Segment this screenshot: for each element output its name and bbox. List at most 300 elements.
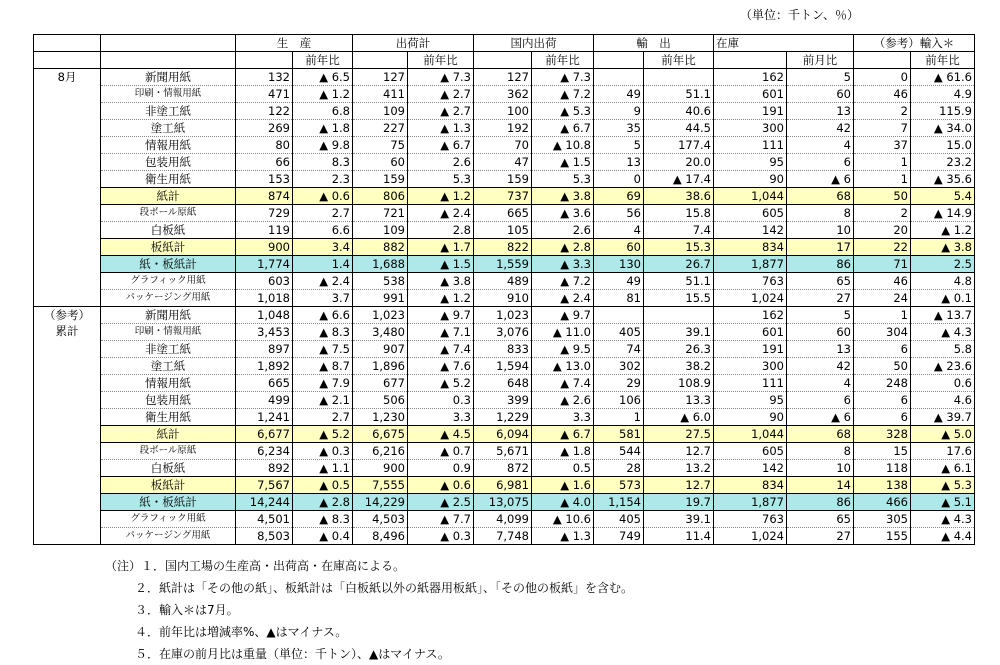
table-cell: 69 bbox=[594, 188, 644, 205]
table-cell: 51.1 bbox=[644, 273, 714, 290]
table-cell: ▲ 6.0 bbox=[644, 409, 714, 426]
row-label: グラフィック用紙 bbox=[101, 511, 236, 528]
table-cell: 6 bbox=[787, 154, 854, 171]
table-cell: 127 bbox=[474, 69, 532, 86]
table-cell: 95 bbox=[714, 392, 787, 409]
table-cell: 411 bbox=[353, 86, 408, 103]
row-label: 紙計 bbox=[101, 188, 236, 205]
table-cell: ▲ 1.8 bbox=[293, 120, 353, 137]
table-cell: 489 bbox=[474, 273, 532, 290]
table-cell: 14,229 bbox=[353, 494, 408, 511]
table-cell: ▲ 13.7 bbox=[911, 307, 975, 324]
table-cell: 665 bbox=[236, 375, 293, 392]
table-cell: 35 bbox=[594, 120, 644, 137]
table-cell: 248 bbox=[854, 375, 911, 392]
row-label: 白板紙 bbox=[101, 460, 236, 477]
table-cell: ▲ 8.7 bbox=[293, 358, 353, 375]
note-1: （注）１．国内工場の生産高・出荷高・在庫高による。 bbox=[105, 559, 406, 573]
table-cell: 13 bbox=[787, 341, 854, 358]
table-cell: 601 bbox=[714, 324, 787, 341]
table-cell: 900 bbox=[353, 460, 408, 477]
table-cell: ▲ 8.3 bbox=[293, 511, 353, 528]
table-cell: ▲ 13.0 bbox=[532, 358, 594, 375]
table-cell: ▲ 1.2 bbox=[408, 188, 474, 205]
table-cell: 1,241 bbox=[236, 409, 293, 426]
table-cell: 155 bbox=[854, 528, 911, 545]
table-cell: 14,244 bbox=[236, 494, 293, 511]
table-cell: 466 bbox=[854, 494, 911, 511]
table-cell: 159 bbox=[353, 171, 408, 188]
table-cell: 1,154 bbox=[594, 494, 644, 511]
table-cell: 15.8 bbox=[644, 205, 714, 222]
table-cell: ▲ 1.1 bbox=[293, 460, 353, 477]
table-cell: ▲ 1.5 bbox=[408, 256, 474, 273]
table-row bbox=[34, 273, 975, 290]
table-cell: 1 bbox=[854, 307, 911, 324]
row-label: 包装用紙 bbox=[101, 154, 236, 171]
table-cell: 26.3 bbox=[644, 341, 714, 358]
table-cell: 10 bbox=[787, 222, 854, 239]
table-cell: 834 bbox=[714, 477, 787, 494]
table-cell: 991 bbox=[353, 290, 408, 307]
table-cell: 1,594 bbox=[474, 358, 532, 375]
table-cell: ▲ 0.3 bbox=[408, 528, 474, 545]
table-cell: ▲ 5.2 bbox=[293, 426, 353, 443]
table-cell: 665 bbox=[474, 205, 532, 222]
table-cell: ▲ 3.3 bbox=[532, 256, 594, 273]
table-cell: 5 bbox=[787, 307, 854, 324]
table-cell: 44.5 bbox=[644, 120, 714, 137]
table-row bbox=[34, 205, 975, 222]
table-cell: 0.9 bbox=[408, 460, 474, 477]
table-cell: 3.3 bbox=[532, 409, 594, 426]
row-label: 段ボール原紙 bbox=[101, 443, 236, 460]
table-cell: ▲ 2.4 bbox=[293, 273, 353, 290]
table-cell bbox=[644, 307, 714, 324]
row-label: 塗工紙 bbox=[101, 358, 236, 375]
subheader: 前年比 bbox=[911, 52, 975, 69]
table-cell: 8.3 bbox=[293, 154, 353, 171]
table-cell: 1,018 bbox=[236, 290, 293, 307]
table-cell: 897 bbox=[236, 341, 293, 358]
table-row bbox=[34, 256, 975, 273]
table-cell: 81 bbox=[594, 290, 644, 307]
table-cell: 1,230 bbox=[353, 409, 408, 426]
table-cell: ▲ 5.1 bbox=[911, 494, 975, 511]
table-cell: 111 bbox=[714, 137, 787, 154]
table-cell: 106 bbox=[594, 392, 644, 409]
table-row bbox=[34, 358, 975, 375]
table-cell: 4,099 bbox=[474, 511, 532, 528]
table-cell: 86 bbox=[787, 256, 854, 273]
row-label: 包装用紙 bbox=[101, 392, 236, 409]
table-cell: 721 bbox=[353, 205, 408, 222]
table-cell: 5 bbox=[594, 137, 644, 154]
subheader: 前年比 bbox=[293, 52, 353, 69]
row-label: 非塗工紙 bbox=[101, 103, 236, 120]
table-cell: 159 bbox=[474, 171, 532, 188]
header-row-sub bbox=[34, 52, 975, 69]
table-cell: 13,075 bbox=[474, 494, 532, 511]
table-cell: 9 bbox=[594, 103, 644, 120]
section-label-line: 累計 bbox=[55, 324, 79, 338]
table-cell bbox=[594, 307, 644, 324]
table-cell: 302 bbox=[594, 358, 644, 375]
header-export: 輸 出 bbox=[594, 35, 714, 52]
table-cell: 66 bbox=[236, 154, 293, 171]
table-cell: 806 bbox=[353, 188, 408, 205]
table-cell: 834 bbox=[714, 239, 787, 256]
table-cell: 6.8 bbox=[293, 103, 353, 120]
table-cell: 1 bbox=[594, 409, 644, 426]
table-cell: 5,671 bbox=[474, 443, 532, 460]
table-cell: ▲ 6 bbox=[787, 409, 854, 426]
table-cell: 6 bbox=[854, 409, 911, 426]
table-cell: 42 bbox=[787, 120, 854, 137]
table-cell: 6,981 bbox=[474, 477, 532, 494]
statistics-table bbox=[33, 34, 975, 545]
table-cell: 677 bbox=[353, 375, 408, 392]
table-row bbox=[34, 103, 975, 120]
table-cell: 1,023 bbox=[353, 307, 408, 324]
table-cell: 68 bbox=[787, 188, 854, 205]
table-cell: ▲ 7.1 bbox=[408, 324, 474, 341]
table-cell: 1,229 bbox=[474, 409, 532, 426]
table-cell: 0 bbox=[594, 171, 644, 188]
table-cell: ▲ 6 bbox=[787, 171, 854, 188]
header-production: 生 産 bbox=[236, 35, 353, 52]
table-cell: 111 bbox=[714, 375, 787, 392]
table-cell: 19.7 bbox=[644, 494, 714, 511]
header-shipments: 出荷計 bbox=[353, 35, 474, 52]
table-row bbox=[34, 324, 975, 341]
table-cell: 6.6 bbox=[293, 222, 353, 239]
table-cell: 1,896 bbox=[353, 358, 408, 375]
table-cell: 191 bbox=[714, 341, 787, 358]
table-cell: 162 bbox=[714, 307, 787, 324]
table-cell: ▲ 5.0 bbox=[911, 426, 975, 443]
table-cell: ▲ 3.8 bbox=[911, 239, 975, 256]
section-label-line: （参考） bbox=[44, 308, 90, 322]
table-cell: 581 bbox=[594, 426, 644, 443]
table-cell: ▲ 2.7 bbox=[408, 86, 474, 103]
table-cell: ▲ 34.0 bbox=[911, 120, 975, 137]
table-cell: 27 bbox=[787, 528, 854, 545]
table-row bbox=[34, 171, 975, 188]
table-cell: ▲ 7.9 bbox=[293, 375, 353, 392]
table-cell: ▲ 1.7 bbox=[408, 239, 474, 256]
table-row bbox=[34, 409, 975, 426]
table-cell: 603 bbox=[236, 273, 293, 290]
row-label: 衛生用紙 bbox=[101, 409, 236, 426]
row-label: 白板紙 bbox=[101, 222, 236, 239]
header-import: （参考）輸入＊ bbox=[854, 35, 975, 52]
table-cell: ▲ 2.8 bbox=[532, 239, 594, 256]
table-cell: 50 bbox=[854, 188, 911, 205]
table-cell: 6,234 bbox=[236, 443, 293, 460]
table-cell: 191 bbox=[714, 103, 787, 120]
subheader bbox=[594, 52, 644, 69]
row-label: 非塗工紙 bbox=[101, 341, 236, 358]
row-label: 情報用紙 bbox=[101, 137, 236, 154]
row-label: 新聞用紙 bbox=[101, 69, 236, 86]
row-label: グラフィック用紙 bbox=[101, 273, 236, 290]
table-cell: 60 bbox=[787, 86, 854, 103]
table-cell: 138 bbox=[854, 477, 911, 494]
subheader bbox=[353, 52, 408, 69]
table-cell: 538 bbox=[353, 273, 408, 290]
table-cell: ▲ 9.7 bbox=[532, 307, 594, 324]
table-cell: ▲ 7.2 bbox=[532, 86, 594, 103]
subheader bbox=[236, 52, 293, 69]
table-cell: ▲ 17.4 bbox=[644, 171, 714, 188]
table-cell: 38.2 bbox=[644, 358, 714, 375]
table-cell: 1 bbox=[854, 154, 911, 171]
row-label: 段ボール原紙 bbox=[101, 205, 236, 222]
table-cell: 27.5 bbox=[644, 426, 714, 443]
table-cell: 6,675 bbox=[353, 426, 408, 443]
table-cell: 23.2 bbox=[911, 154, 975, 171]
table-cell: ▲ 7.4 bbox=[408, 341, 474, 358]
table-cell: 605 bbox=[714, 205, 787, 222]
table-cell: 109 bbox=[353, 103, 408, 120]
table-cell: ▲ 6.5 bbox=[293, 69, 353, 86]
table-row bbox=[34, 154, 975, 171]
subheader: 前年比 bbox=[532, 52, 594, 69]
table-cell: ▲ 4.4 bbox=[911, 528, 975, 545]
table-cell: 3,480 bbox=[353, 324, 408, 341]
table-row bbox=[34, 307, 975, 324]
table-cell: 1,559 bbox=[474, 256, 532, 273]
table-cell: 20.0 bbox=[644, 154, 714, 171]
table-cell: 4 bbox=[787, 375, 854, 392]
table-cell: 122 bbox=[236, 103, 293, 120]
table-cell: ▲ 0.5 bbox=[293, 477, 353, 494]
table-cell bbox=[594, 69, 644, 86]
table-cell: 39.1 bbox=[644, 511, 714, 528]
table-cell: 26.7 bbox=[644, 256, 714, 273]
table-cell: ▲ 1.6 bbox=[532, 477, 594, 494]
table-cell: 56 bbox=[594, 205, 644, 222]
header-item-2 bbox=[101, 52, 236, 69]
table-cell: 13 bbox=[787, 103, 854, 120]
table-cell: 17.6 bbox=[911, 443, 975, 460]
subheader bbox=[854, 52, 911, 69]
table-cell: ▲ 2.8 bbox=[293, 494, 353, 511]
table-cell: ▲ 4.3 bbox=[911, 324, 975, 341]
table-cell: ▲ 10.8 bbox=[532, 137, 594, 154]
subheader: 前月比 bbox=[787, 52, 854, 69]
section-label bbox=[34, 307, 101, 545]
table-cell: ▲ 10.6 bbox=[532, 511, 594, 528]
table-cell: ▲ 5.2 bbox=[408, 375, 474, 392]
section-label bbox=[34, 69, 101, 307]
table-cell: ▲ 0.3 bbox=[293, 443, 353, 460]
table-cell: 227 bbox=[353, 120, 408, 137]
row-label: 塗工紙 bbox=[101, 120, 236, 137]
table-cell: 6 bbox=[854, 392, 911, 409]
table-cell: ▲ 4.3 bbox=[911, 511, 975, 528]
table-cell: 65 bbox=[787, 511, 854, 528]
table-cell: 68 bbox=[787, 426, 854, 443]
note-5: ５．在庫の前月比は重量（単位：千トン）、▲はマイナス。 bbox=[135, 647, 450, 661]
table-cell: 109 bbox=[353, 222, 408, 239]
table-cell: 2 bbox=[854, 205, 911, 222]
table-cell: 47 bbox=[474, 154, 532, 171]
table-cell: ▲ 3.8 bbox=[532, 188, 594, 205]
table-cell: 892 bbox=[236, 460, 293, 477]
table-cell: 38.6 bbox=[644, 188, 714, 205]
row-label: 衛生用紙 bbox=[101, 171, 236, 188]
table-cell: 29 bbox=[594, 375, 644, 392]
table-cell: ▲ 4.0 bbox=[532, 494, 594, 511]
table-cell: 3.7 bbox=[293, 290, 353, 307]
table-cell: 118 bbox=[854, 460, 911, 477]
header-row-groups bbox=[34, 35, 975, 52]
table-cell: 1,024 bbox=[714, 528, 787, 545]
table-cell: ▲ 2.4 bbox=[532, 290, 594, 307]
subheader bbox=[474, 52, 532, 69]
table-cell: 27 bbox=[787, 290, 854, 307]
table-cell: ▲ 2.6 bbox=[532, 392, 594, 409]
header-corner-2 bbox=[34, 52, 101, 69]
table-cell: 2.5 bbox=[911, 256, 975, 273]
table-cell: ▲ 35.6 bbox=[911, 171, 975, 188]
table-row bbox=[34, 460, 975, 477]
table-cell: 2.7 bbox=[293, 205, 353, 222]
table-row bbox=[34, 137, 975, 154]
table-cell: 1,892 bbox=[236, 358, 293, 375]
table-cell: 46 bbox=[854, 86, 911, 103]
table-cell: ▲ 7.2 bbox=[532, 273, 594, 290]
table-cell: 0.5 bbox=[532, 460, 594, 477]
table-cell: 12.7 bbox=[644, 443, 714, 460]
table-cell: 108.9 bbox=[644, 375, 714, 392]
table-cell: 46 bbox=[854, 273, 911, 290]
table-cell: 471 bbox=[236, 86, 293, 103]
table-row bbox=[34, 239, 975, 256]
table-cell: 763 bbox=[714, 273, 787, 290]
table-cell: ▲ 7.4 bbox=[532, 375, 594, 392]
table-cell: 15 bbox=[854, 443, 911, 460]
table-cell: ▲ 6.6 bbox=[293, 307, 353, 324]
table-cell: 1,688 bbox=[353, 256, 408, 273]
table-cell: 7,748 bbox=[474, 528, 532, 545]
table-cell: 7,555 bbox=[353, 477, 408, 494]
table-cell: 1,877 bbox=[714, 494, 787, 511]
row-label: 板紙計 bbox=[101, 477, 236, 494]
table-cell: 127 bbox=[353, 69, 408, 86]
table-row bbox=[34, 222, 975, 239]
table-cell: 269 bbox=[236, 120, 293, 137]
table-cell: 8,496 bbox=[353, 528, 408, 545]
table-cell: 5.3 bbox=[408, 171, 474, 188]
table-cell: 4.8 bbox=[911, 273, 975, 290]
table-cell: 42 bbox=[787, 358, 854, 375]
unit-label: （単位：千トン、％） bbox=[740, 8, 860, 22]
table-cell: 4.6 bbox=[911, 392, 975, 409]
table-cell: 40.6 bbox=[644, 103, 714, 120]
note-3: ３．輸入＊は7月。 bbox=[135, 603, 239, 617]
table-cell: ▲ 23.6 bbox=[911, 358, 975, 375]
table-cell: 833 bbox=[474, 341, 532, 358]
row-label: 紙・板紙計 bbox=[101, 494, 236, 511]
table-cell: 3,076 bbox=[474, 324, 532, 341]
table-cell: 3,453 bbox=[236, 324, 293, 341]
table-cell: 573 bbox=[594, 477, 644, 494]
table-cell: 5.4 bbox=[911, 188, 975, 205]
table-cell: 6,094 bbox=[474, 426, 532, 443]
table-row bbox=[34, 290, 975, 307]
row-label: 板紙計 bbox=[101, 239, 236, 256]
table-cell: 95 bbox=[714, 154, 787, 171]
table-cell: 1,044 bbox=[714, 188, 787, 205]
row-label: 印刷・情報用紙 bbox=[101, 86, 236, 103]
table-cell: ▲ 6.1 bbox=[911, 460, 975, 477]
table-cell: 4,503 bbox=[353, 511, 408, 528]
table-cell: 7,567 bbox=[236, 477, 293, 494]
table-cell: 74 bbox=[594, 341, 644, 358]
table-cell: 0.3 bbox=[408, 392, 474, 409]
table-cell: ▲ 39.7 bbox=[911, 409, 975, 426]
subheader: 前年比 bbox=[644, 52, 714, 69]
table-cell: 60 bbox=[594, 239, 644, 256]
table-cell: 737 bbox=[474, 188, 532, 205]
table-cell: 65 bbox=[787, 273, 854, 290]
table-cell: 15.5 bbox=[644, 290, 714, 307]
table-cell: 1,877 bbox=[714, 256, 787, 273]
table-row bbox=[34, 477, 975, 494]
table-row bbox=[34, 86, 975, 103]
table-cell: ▲ 2.7 bbox=[408, 103, 474, 120]
table-cell: 405 bbox=[594, 511, 644, 528]
table-cell: 874 bbox=[236, 188, 293, 205]
table-cell: 2.6 bbox=[532, 222, 594, 239]
table-cell: 4 bbox=[787, 137, 854, 154]
table-cell: ▲ 1.8 bbox=[532, 443, 594, 460]
table-cell: 2.3 bbox=[293, 171, 353, 188]
table-cell: 362 bbox=[474, 86, 532, 103]
note-2: ２．紙計は「その他の紙」、板紙計は「白板紙以外の紙器用板紙」、「その他の板紙」を含む。 bbox=[135, 581, 634, 595]
subheader bbox=[714, 52, 787, 69]
table-cell: 162 bbox=[714, 69, 787, 86]
table-cell: 749 bbox=[594, 528, 644, 545]
section-label-line: 8月 bbox=[57, 70, 77, 84]
table-cell: 100 bbox=[474, 103, 532, 120]
table-cell: 8,503 bbox=[236, 528, 293, 545]
table-cell: 4 bbox=[594, 222, 644, 239]
table-cell: 6 bbox=[787, 392, 854, 409]
header-corner bbox=[34, 35, 101, 52]
table-cell: ▲ 9.5 bbox=[532, 341, 594, 358]
table-cell: 90 bbox=[714, 171, 787, 188]
table-cell: 17 bbox=[787, 239, 854, 256]
row-label: 情報用紙 bbox=[101, 375, 236, 392]
table-cell: 1,024 bbox=[714, 290, 787, 307]
table-cell: 49 bbox=[594, 86, 644, 103]
table-cell: 60 bbox=[353, 154, 408, 171]
table-cell: 2.6 bbox=[408, 154, 474, 171]
table-cell: ▲ 7.3 bbox=[408, 69, 474, 86]
table-cell: 910 bbox=[474, 290, 532, 307]
table-cell: ▲ 0.6 bbox=[293, 188, 353, 205]
table-cell: 8 bbox=[787, 443, 854, 460]
table-row bbox=[34, 426, 975, 443]
table-cell: ▲ 0.4 bbox=[293, 528, 353, 545]
table-cell: 1,048 bbox=[236, 307, 293, 324]
table-cell: ▲ 6.7 bbox=[408, 137, 474, 154]
table-cell: ▲ 3.6 bbox=[532, 205, 594, 222]
